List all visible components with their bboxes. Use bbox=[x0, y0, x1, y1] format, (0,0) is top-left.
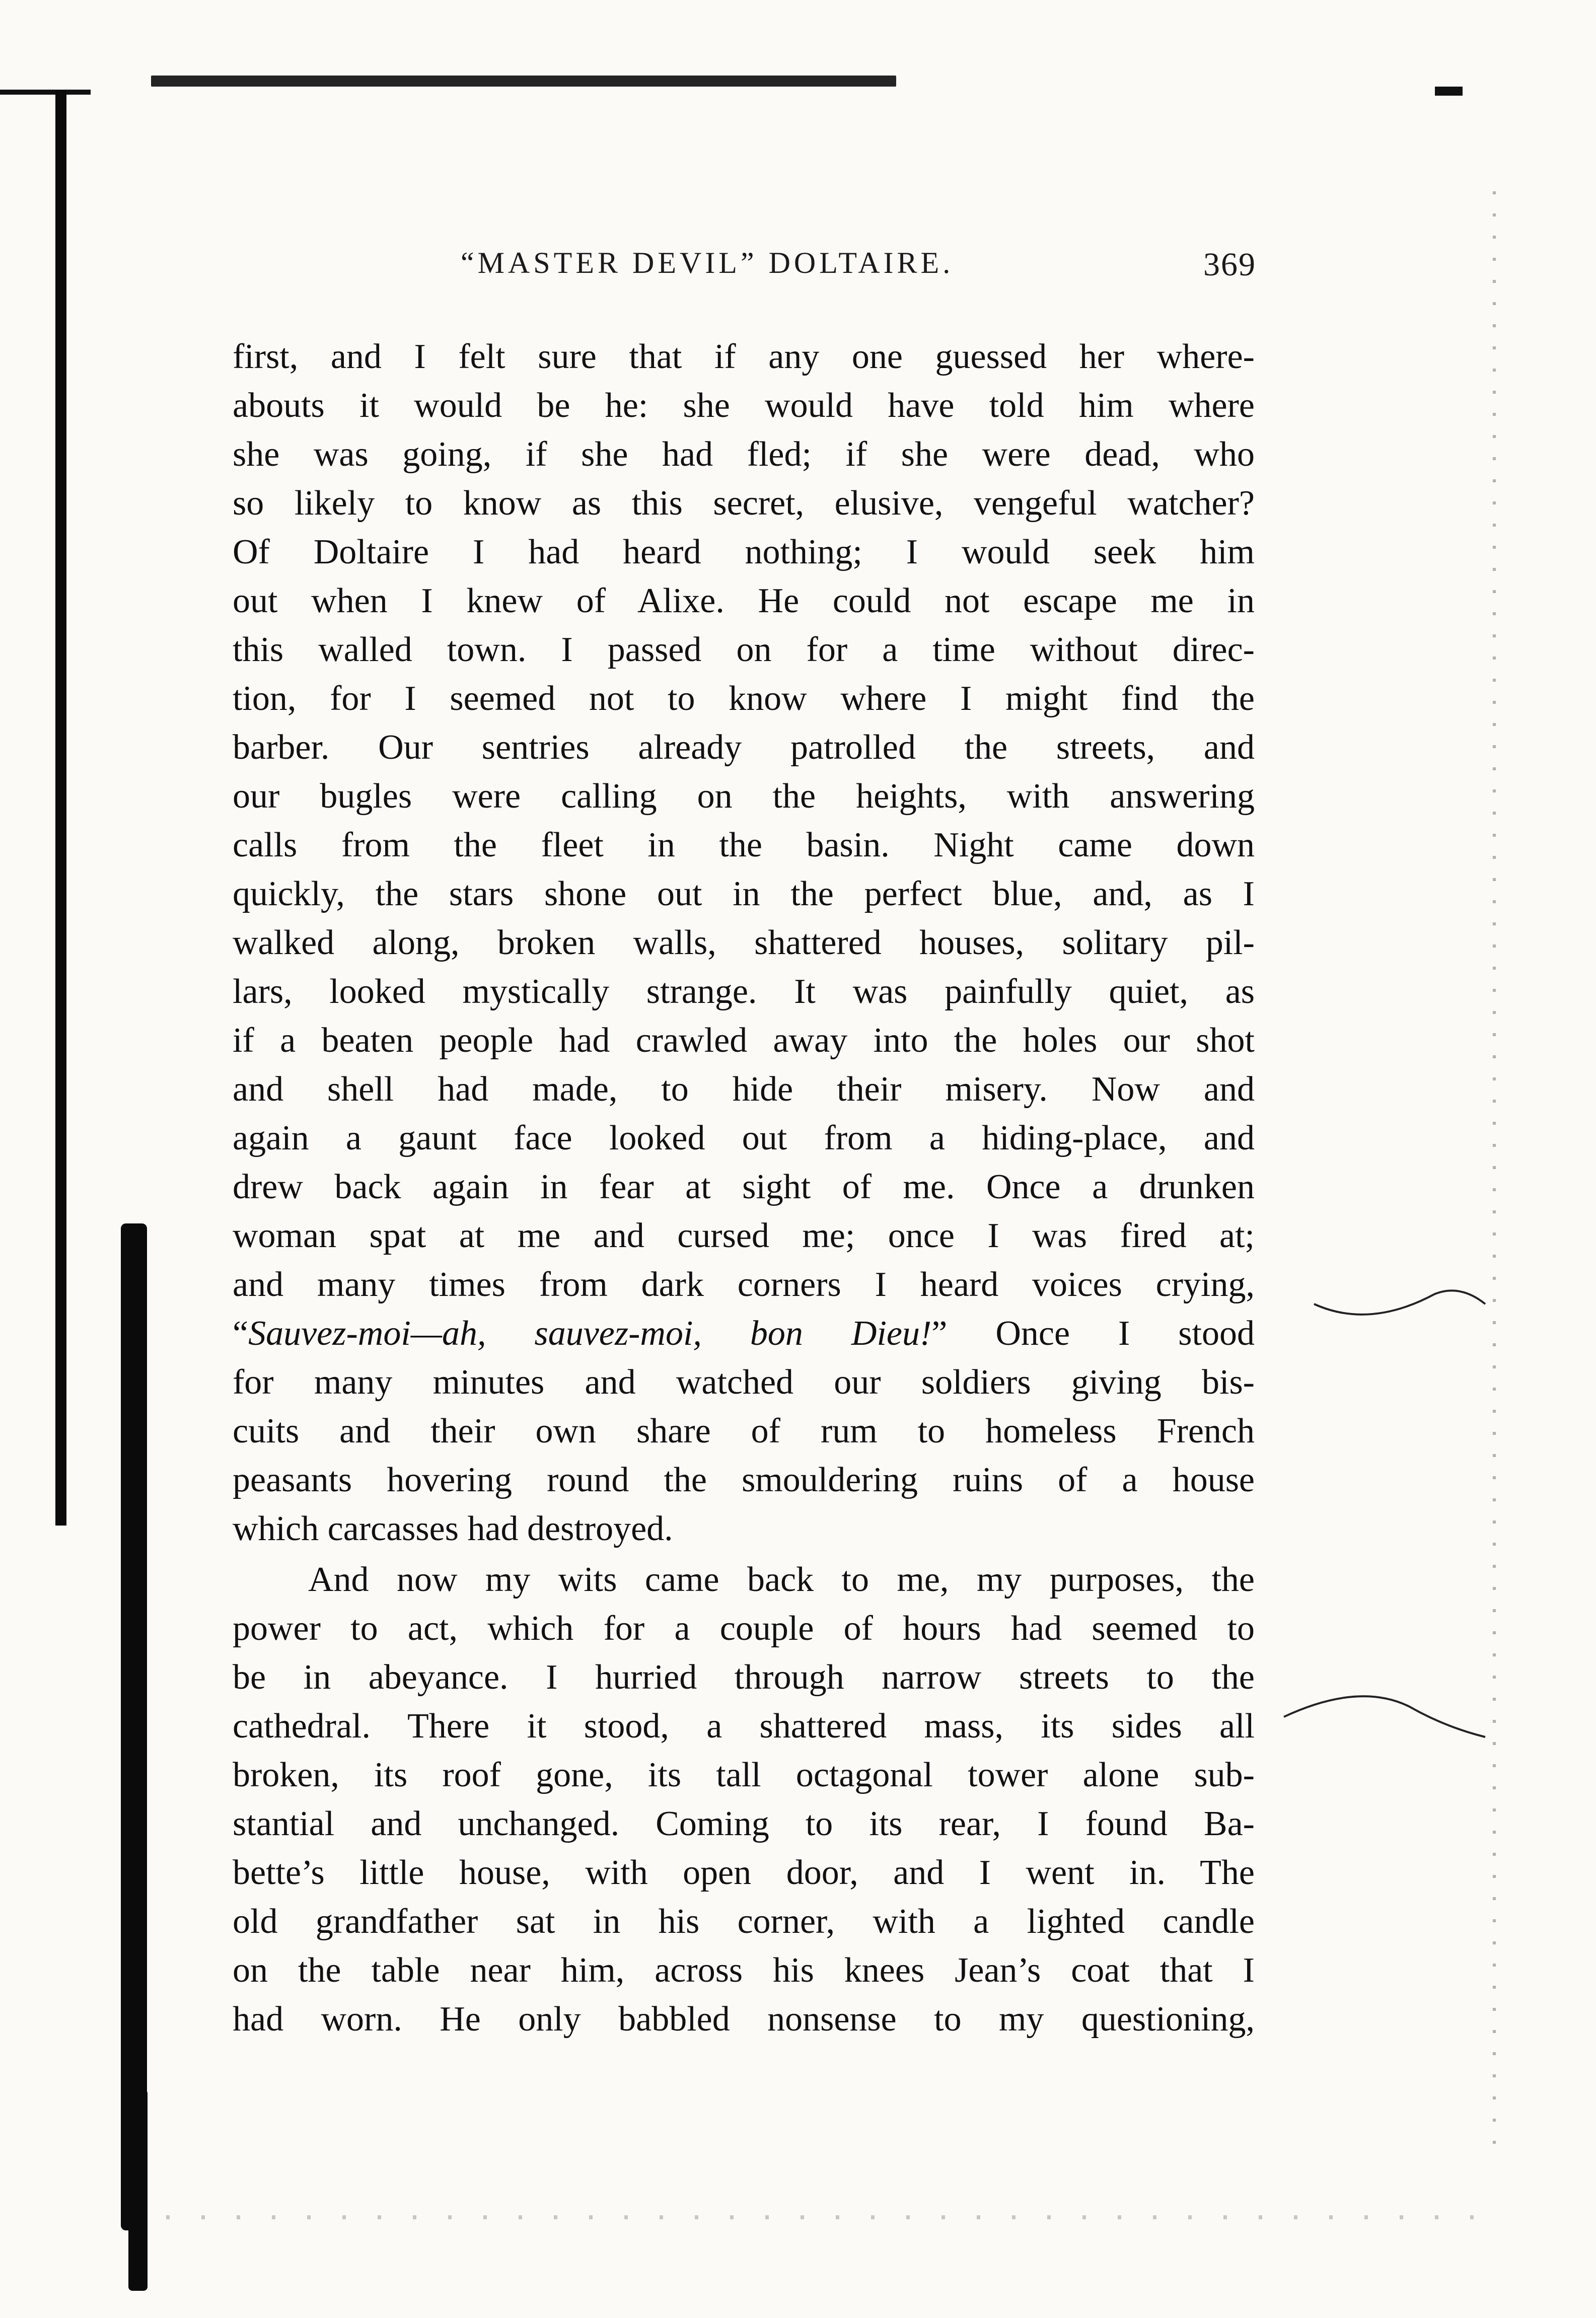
text-line: if a beaten people had crawled away into the holes our shot bbox=[233, 1021, 1255, 1060]
text-line: peasants hovering round the smouldering ruins of a house bbox=[233, 1461, 1255, 1499]
text-line: first, and I felt sure that if any one guessed her where- bbox=[233, 337, 1255, 376]
scan-artifact-pencil-stroke bbox=[1309, 1274, 1490, 1344]
text-line: old grandfather sat in his corner, with a lighted candle bbox=[233, 1902, 1255, 1941]
text-line: for many minutes and watched our soldiers giving bis- bbox=[233, 1363, 1255, 1402]
text-line: be in abeyance. I hurried through narrow streets to the bbox=[233, 1658, 1255, 1697]
text-line: which carcasses had destroyed. bbox=[233, 1509, 673, 1548]
text-line-italic-quote: “Sauvez-moi—ah, sauvez-moi, bon Dieu!” Once I stood bbox=[233, 1314, 1255, 1353]
text-line: walked along, broken walls, shattered houses, solitary pil- bbox=[233, 923, 1255, 962]
scan-artifact-pencil-stroke-2 bbox=[1279, 1677, 1490, 1747]
paragraph bbox=[233, 332, 1255, 1553]
scan-artifact-corner bbox=[1435, 87, 1463, 96]
text-line: cuits and their own share of rum to homeless French bbox=[233, 1412, 1255, 1451]
text-line: bette’s little house, with open door, and I went in. The bbox=[233, 1853, 1255, 1892]
scan-artifact-bottom-edge bbox=[166, 2215, 1475, 2219]
running-head-title: “MASTER DEVIL” DOLTAIRE. bbox=[461, 246, 954, 279]
paragraph bbox=[233, 1555, 1255, 2044]
body-text bbox=[233, 332, 1255, 2044]
text-line: And now my wits came back to me, my purposes, the bbox=[308, 1560, 1255, 1599]
scan-artifact-top-rule bbox=[151, 76, 896, 87]
text-line: tion, for I seemed not to know where I might find the bbox=[233, 679, 1255, 718]
text-line: woman spat at me and cursed me; once I was fired at; bbox=[233, 1216, 1255, 1255]
page-number: 369 bbox=[1203, 246, 1256, 283]
text-line: quickly, the stars shone out in the perfect blue, and, as I bbox=[233, 875, 1255, 913]
text-line: out when I knew of Alixe. He could not escape me in bbox=[233, 582, 1255, 620]
text-line: broken, its roof gone, its tall octagonal tower alone sub- bbox=[233, 1756, 1255, 1794]
text-line: stantial and unchanged. Coming to its rear, I found Ba- bbox=[233, 1804, 1255, 1843]
text-line: on the table near him, across his knees Jean’s coat that I bbox=[233, 1951, 1255, 1990]
text-line: again a gaunt face looked out from a hiding-place, and bbox=[233, 1119, 1255, 1157]
text-line: and many times from dark corners I heard voices crying, bbox=[233, 1265, 1255, 1304]
text-line: Of Doltaire I had heard nothing; I would seek him bbox=[233, 533, 1255, 571]
scan-artifact-top-left bbox=[0, 90, 91, 95]
text-line: cathedral. There it stood, a shattered mass, its sides all bbox=[233, 1707, 1255, 1746]
text-line: our bugles were calling on the heights, with answering bbox=[233, 777, 1255, 816]
scan-artifact-right-edge bbox=[1493, 191, 1496, 2155]
text-line: power to act, which for a couple of hours had seemed to bbox=[233, 1609, 1255, 1648]
text-line: calls from the fleet in the basin. Night came down bbox=[233, 826, 1255, 864]
text-line: drew back again in fear at sight of me. Once a drunken bbox=[233, 1168, 1255, 1206]
text-line: abouts it would be he: she would have told him where bbox=[233, 386, 1255, 425]
text-line: so likely to know as this secret, elusive, vengeful watcher? bbox=[233, 484, 1255, 523]
scan-artifact-binding-shadow bbox=[121, 1223, 147, 2230]
text-line: lars, looked mystically strange. It was painfully quiet, as bbox=[233, 972, 1255, 1011]
text-line: she was going, if she had fled; if she were dead, who bbox=[233, 435, 1255, 474]
text-line: this walled town. I passed on for a time without direc- bbox=[233, 630, 1255, 669]
text-line: barber. Our sentries already patrolled the streets, and bbox=[233, 728, 1255, 767]
running-head bbox=[234, 246, 1256, 291]
text-line: had worn. He only babbled nonsense to my questioning, bbox=[233, 2000, 1255, 2039]
scan-artifact-left-edge bbox=[55, 91, 66, 1526]
text-line: and shell had made, to hide their misery. Now and bbox=[233, 1070, 1255, 1109]
scan-artifact-binding-shadow-lower bbox=[128, 2089, 148, 2291]
